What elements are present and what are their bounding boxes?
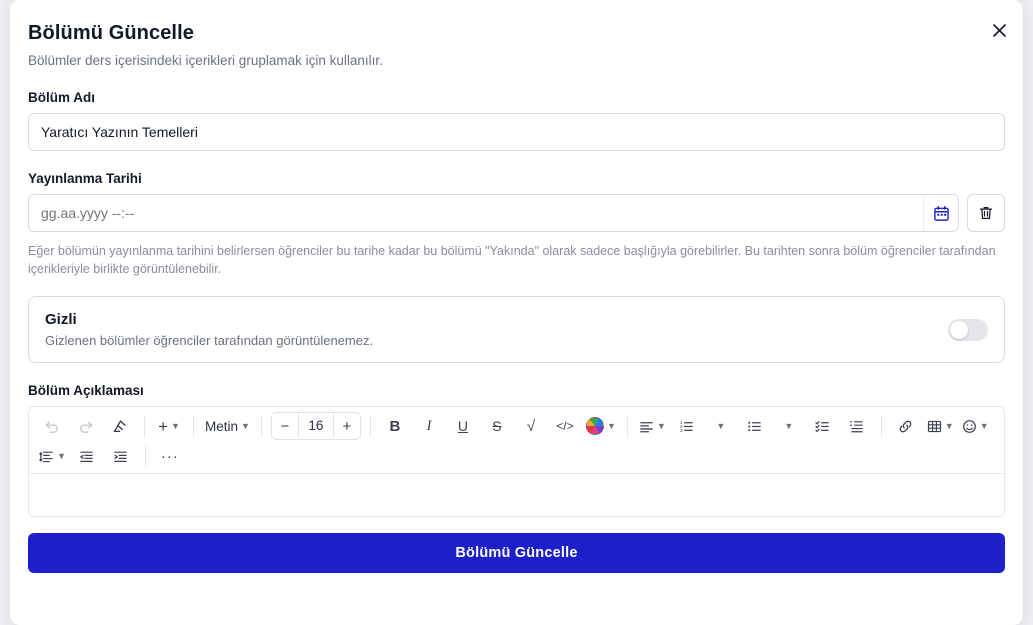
- ordered-list-icon[interactable]: [670, 412, 704, 440]
- calendar-icon[interactable]: [923, 195, 958, 231]
- description-editor: [28, 406, 1005, 517]
- chevron-down-icon: ▼: [784, 420, 794, 431]
- chevron-down-icon: ▼: [656, 420, 666, 431]
- toolbar-separator: [193, 415, 194, 437]
- italic-icon[interactable]: I: [426, 417, 432, 434]
- clear-format-icon[interactable]: [103, 412, 137, 440]
- paragraph-style-select[interactable]: [201, 412, 254, 440]
- underline-icon[interactable]: U: [457, 418, 468, 435]
- svg-text:1: 1: [680, 419, 683, 425]
- align-icon[interactable]: [635, 412, 670, 440]
- check-list-icon[interactable]: [806, 412, 840, 440]
- publish-date-field[interactable]: [28, 194, 959, 232]
- hidden-section-card: [28, 296, 1005, 363]
- section-name-input[interactable]: [28, 113, 1005, 151]
- link-icon[interactable]: [889, 412, 923, 440]
- undo-icon[interactable]: [35, 412, 69, 440]
- insert-icon[interactable]: + ▼: [158, 416, 180, 436]
- table-icon[interactable]: [923, 412, 958, 440]
- trash-icon[interactable]: [967, 194, 1005, 232]
- close-icon[interactable]: [985, 16, 1013, 44]
- update-section-button[interactable]: Bölümü Güncelle: [28, 533, 1005, 573]
- chevron-down-icon: ▼: [171, 420, 180, 431]
- bold-icon[interactable]: B: [389, 417, 401, 435]
- toolbar-separator: [370, 415, 371, 437]
- font-size-value: 16: [298, 414, 334, 438]
- hidden-section-toggle[interactable]: [948, 319, 988, 341]
- svg-text:3: 3: [680, 427, 683, 433]
- publish-date-row: [28, 194, 1005, 232]
- toolbar-row-1: [35, 411, 998, 441]
- hidden-section-texts: [45, 311, 373, 348]
- text-color-icon[interactable]: [582, 412, 620, 440]
- font-size-increase-button[interactable]: +: [342, 417, 352, 435]
- indent-list-icon[interactable]: [840, 412, 874, 440]
- color-swatch: [586, 417, 604, 435]
- redo-icon[interactable]: [69, 412, 103, 440]
- description-label: Bölüm Açıklaması: [28, 383, 144, 399]
- strikethrough-icon[interactable]: S: [492, 418, 502, 435]
- chevron-down-icon: ▼: [944, 420, 954, 431]
- hidden-section-description: Gizlenen bölümler öğrenciler tarafından görüntülenemez.: [45, 333, 374, 349]
- toolbar-separator: [144, 415, 145, 437]
- chevron-down-icon: ▼: [57, 450, 66, 461]
- chevron-down-icon: ▼: [606, 420, 616, 431]
- page-title: Bölümü Güncelle: [28, 22, 194, 44]
- modal-content: [10, 0, 1023, 573]
- toolbar-separator: [881, 415, 882, 437]
- publish-date-input[interactable]: [29, 195, 923, 231]
- publish-date-label: Yayınlanma Tarihi: [28, 171, 142, 186]
- description-input[interactable]: [29, 473, 1004, 516]
- section-name-label: Bölüm Adı: [28, 90, 95, 105]
- toolbar-separator: [261, 415, 262, 437]
- indent-icon[interactable]: [104, 442, 138, 470]
- chevron-down-icon: ▼: [979, 420, 989, 431]
- publish-date-help: Eğer bölümün yayınlanma tarihini belirlersen öğrenciler bu tarihe kadar bu bölümü "Yakında" olarak sadece başlığıyla görebilirler. Bu tarihten sonra bölüm öğrenciler tarafından içerikleriyle birlikte görüntülenebilir.: [28, 244, 996, 277]
- chevron-down-icon: ▼: [241, 420, 250, 431]
- more-options-icon[interactable]: ···: [160, 447, 179, 465]
- bulleted-list-options-icon[interactable]: [772, 412, 806, 440]
- font-size-decrease-button[interactable]: −: [280, 417, 290, 435]
- ordered-list-options-icon[interactable]: [704, 412, 738, 440]
- line-height-icon[interactable]: [35, 442, 70, 470]
- toolbar-separator: [145, 445, 146, 467]
- outdent-icon[interactable]: [70, 442, 104, 470]
- paragraph-style-label: Metin: [205, 418, 239, 434]
- hidden-section-title: Gizli: [45, 311, 77, 329]
- toolbar-row-2: [35, 441, 998, 471]
- math-formula-icon[interactable]: √: [526, 417, 536, 435]
- bulleted-list-icon[interactable]: [738, 412, 772, 440]
- modal-subtitle: Bölümler ders içerisindeki içerikleri gruplamak için kullanılır.: [28, 53, 383, 68]
- font-size-stepper[interactable]: [271, 412, 361, 440]
- svg-text:2: 2: [680, 423, 683, 429]
- emoji-icon[interactable]: [958, 412, 993, 440]
- editor-toolbar: [29, 407, 1004, 473]
- toggle-knob: [950, 321, 968, 339]
- code-icon[interactable]: </>: [556, 419, 574, 434]
- chevron-down-icon: ▼: [716, 420, 726, 431]
- update-section-modal: [10, 0, 1023, 625]
- toolbar-separator: [627, 415, 628, 437]
